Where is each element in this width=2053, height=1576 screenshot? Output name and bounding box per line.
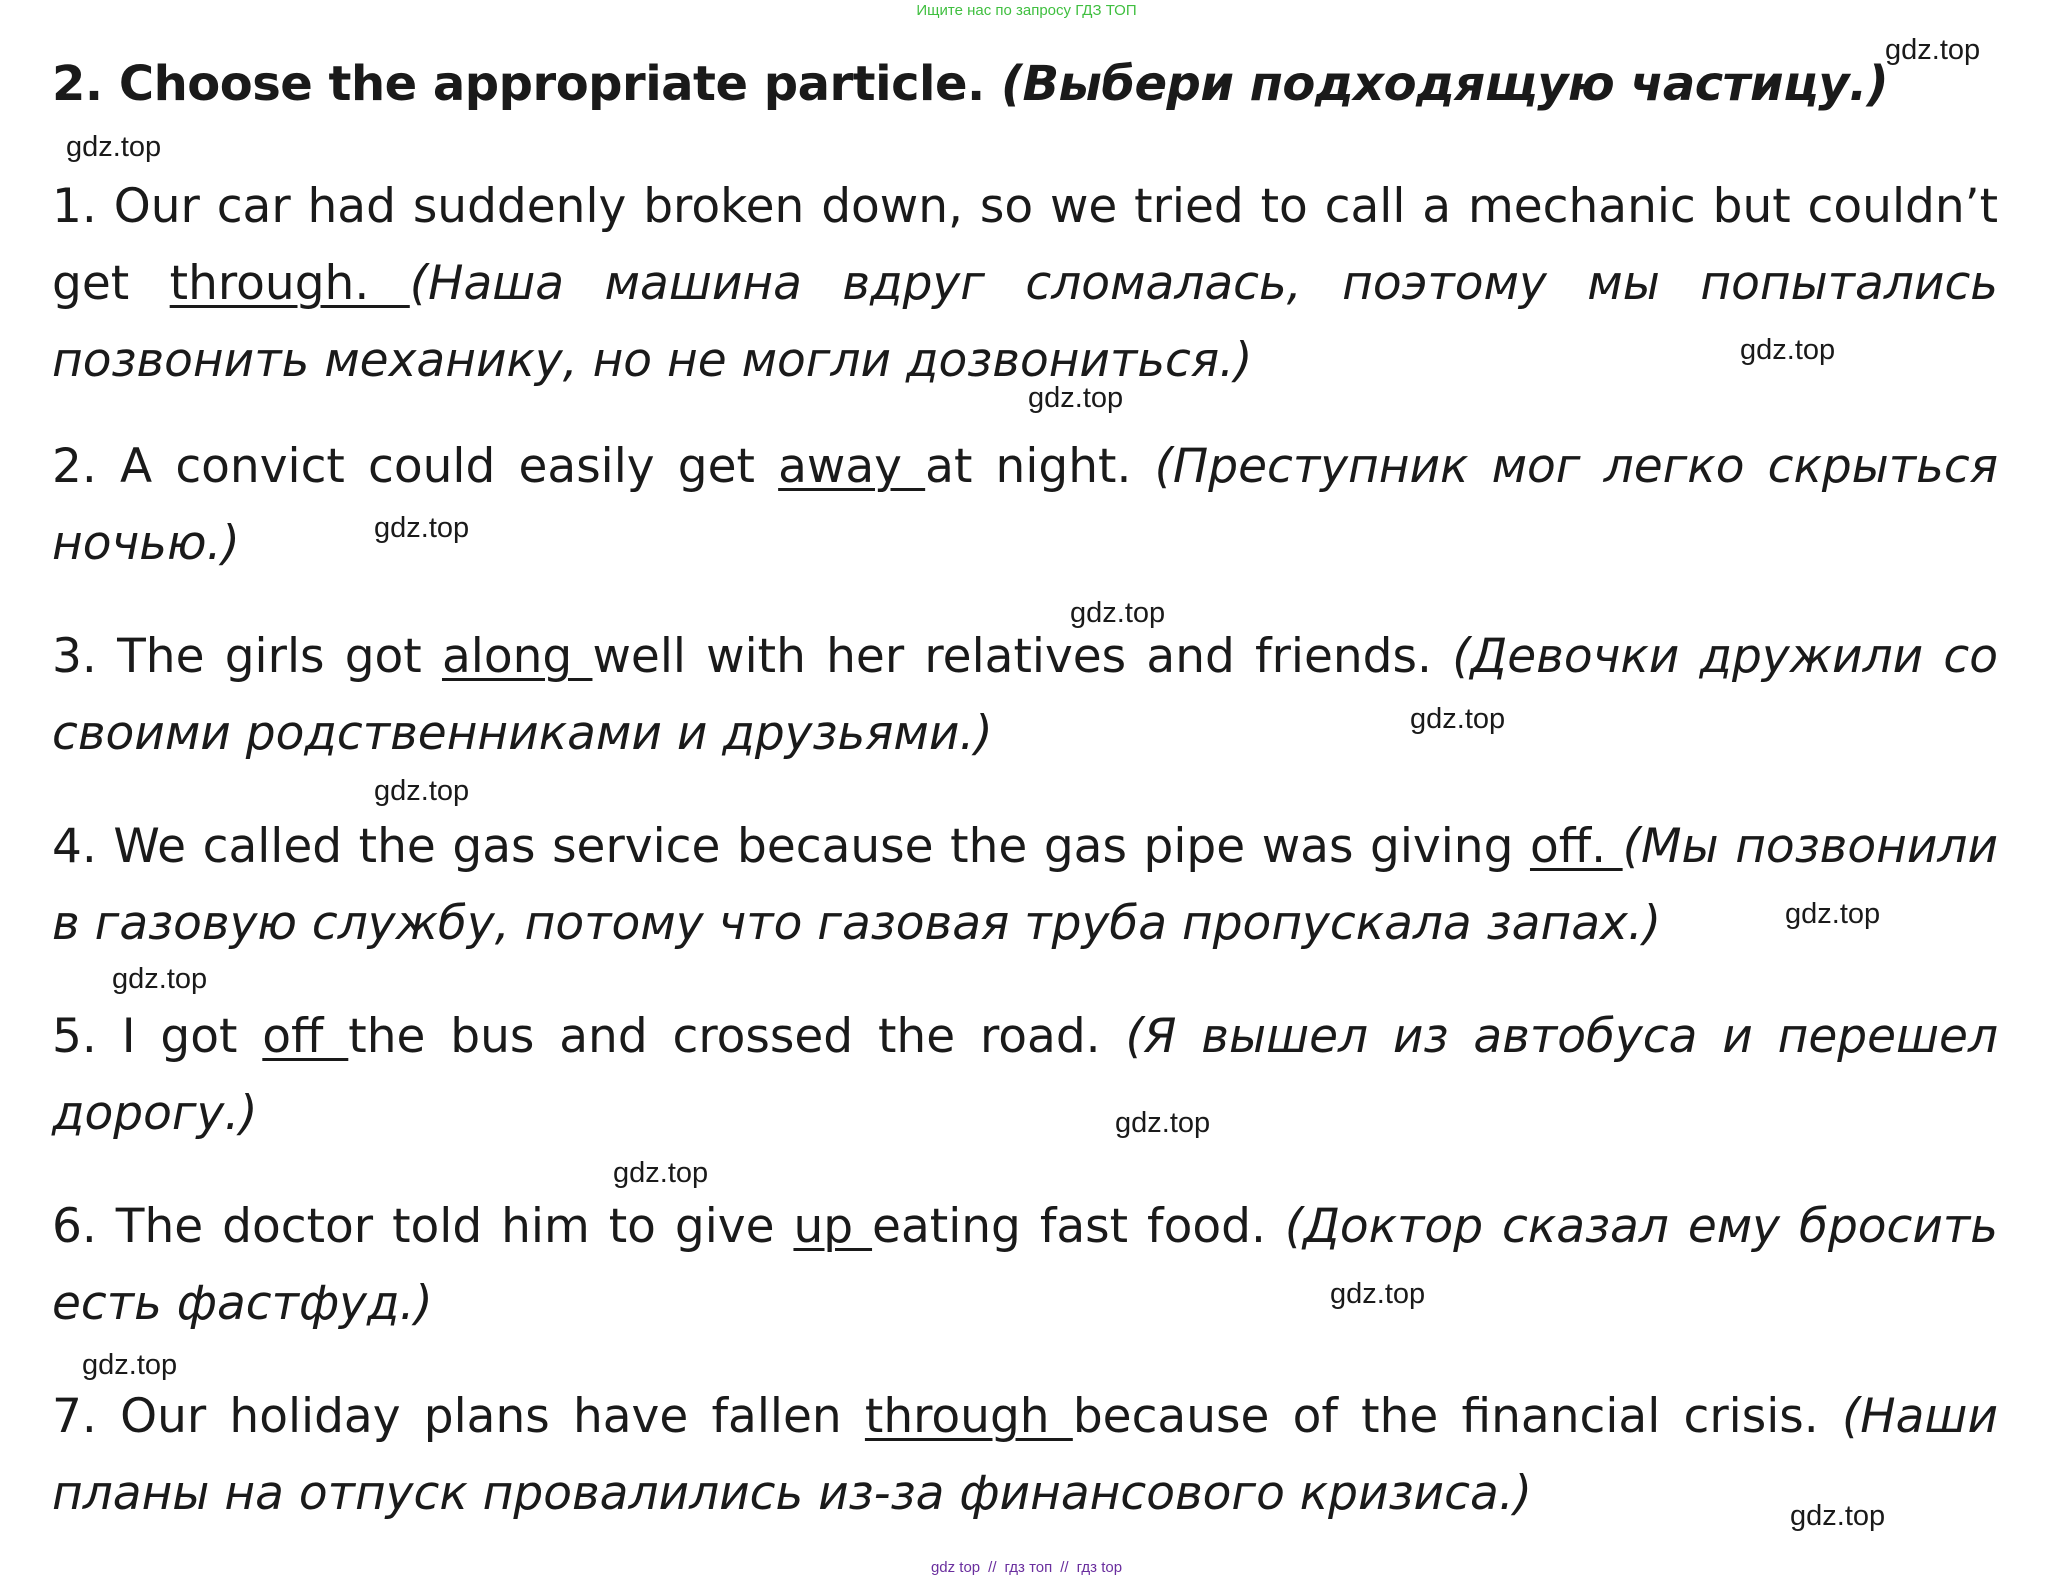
item-translation: (Я вышел из автобуса и перешел дорогу.) [52, 1009, 1999, 1141]
watermark: gdz.top [613, 1157, 709, 1189]
item-answer: away [778, 439, 926, 494]
item-translation: (Доктор сказал ему бросить есть фастфуд.) [52, 1199, 1999, 1331]
item-text: 4. We called the gas service because the gas pipe was giving [52, 819, 1530, 874]
item-answer: through. [169, 256, 410, 311]
item-answer: off [262, 1009, 349, 1064]
watermark: gdz.top [1790, 1500, 1886, 1532]
exercise-item-2 [52, 428, 1998, 582]
top-banner: Ищите нас по запросу ГДЗ ТОП [916, 2, 1137, 19]
watermark: gdz.top [1330, 1278, 1426, 1310]
item-text-after: eating fast food. [872, 1199, 1285, 1254]
exercise-item-4 [52, 808, 1998, 962]
title-english: 2. Choose the appropriate particle. [52, 56, 985, 112]
item-answer: off. [1529, 819, 1623, 874]
item-text: 3. The girls got [52, 629, 442, 684]
exercise-item-3 [52, 618, 1998, 772]
item-text: 6. The doctor told him to give [52, 1199, 794, 1254]
footer-separator: // [1060, 1559, 1069, 1576]
footer [0, 1559, 2053, 1576]
watermark: gdz.top [1115, 1107, 1211, 1139]
watermark: gdz.top [1028, 382, 1124, 414]
watermark: gdz.top [1885, 34, 1981, 66]
footer-part-2: гдз топ [1004, 1559, 1053, 1576]
watermark: gdz.top [1740, 334, 1836, 366]
item-translation: (Мы позвонили в газовую службу, потому что газовая труба пропускала запах.) [52, 819, 1998, 951]
item-translation: (Наша машина вдруг сломалась, поэтому мы попытались позвонить механику, но не могли дозвониться.) [52, 256, 1998, 388]
item-text: 5. I got [52, 1009, 263, 1064]
item-answer: through [864, 1389, 1073, 1444]
item-text-after: because of the financial crisis. [1072, 1389, 1842, 1444]
item-answer: along [441, 629, 593, 684]
exercise-item-5 [52, 998, 1998, 1152]
item-text: 2. A convict could easily get [52, 439, 779, 494]
item-text-after: the bus and crossed the road. [348, 1009, 1126, 1064]
exercise-title [52, 56, 1888, 112]
exercise-item-6 [52, 1188, 1998, 1342]
watermark: gdz.top [374, 512, 470, 544]
watermark: gdz.top [1410, 703, 1506, 735]
item-text: 1. Our car had suddenly broken down, so we tried to call a mechanic but couldn’t get [52, 179, 1998, 311]
item-text: 7. Our holiday plans have fallen [52, 1389, 865, 1444]
item-text-after: at night. [925, 439, 1155, 494]
footer-part-3: гдз top [1076, 1559, 1123, 1576]
exercise-item-1 [52, 168, 1998, 399]
item-answer: up [793, 1199, 873, 1254]
item-translation: (Наши планы на отпуск провалились из-за финансового кризиса.) [52, 1389, 1998, 1521]
watermark: gdz.top [66, 131, 162, 163]
title-russian: (Выбери подходящую частицу.) [1001, 56, 1889, 112]
footer-separator: // [988, 1559, 997, 1576]
watermark: gdz.top [1785, 898, 1881, 930]
item-translation: (Преступник мог легко скрыться ночью.) [52, 439, 1998, 571]
watermark: gdz.top [1070, 597, 1166, 629]
item-text-after: well with her relatives and friends. [592, 629, 1453, 684]
watermark: gdz.top [112, 963, 208, 995]
item-translation: (Девочки дружили со своими родственниками и друзьями.) [52, 629, 1998, 761]
footer-part-1: gdz top [930, 1559, 981, 1576]
exercise-item-7 [52, 1378, 1998, 1532]
watermark: gdz.top [374, 775, 470, 807]
watermark: gdz.top [82, 1349, 178, 1381]
